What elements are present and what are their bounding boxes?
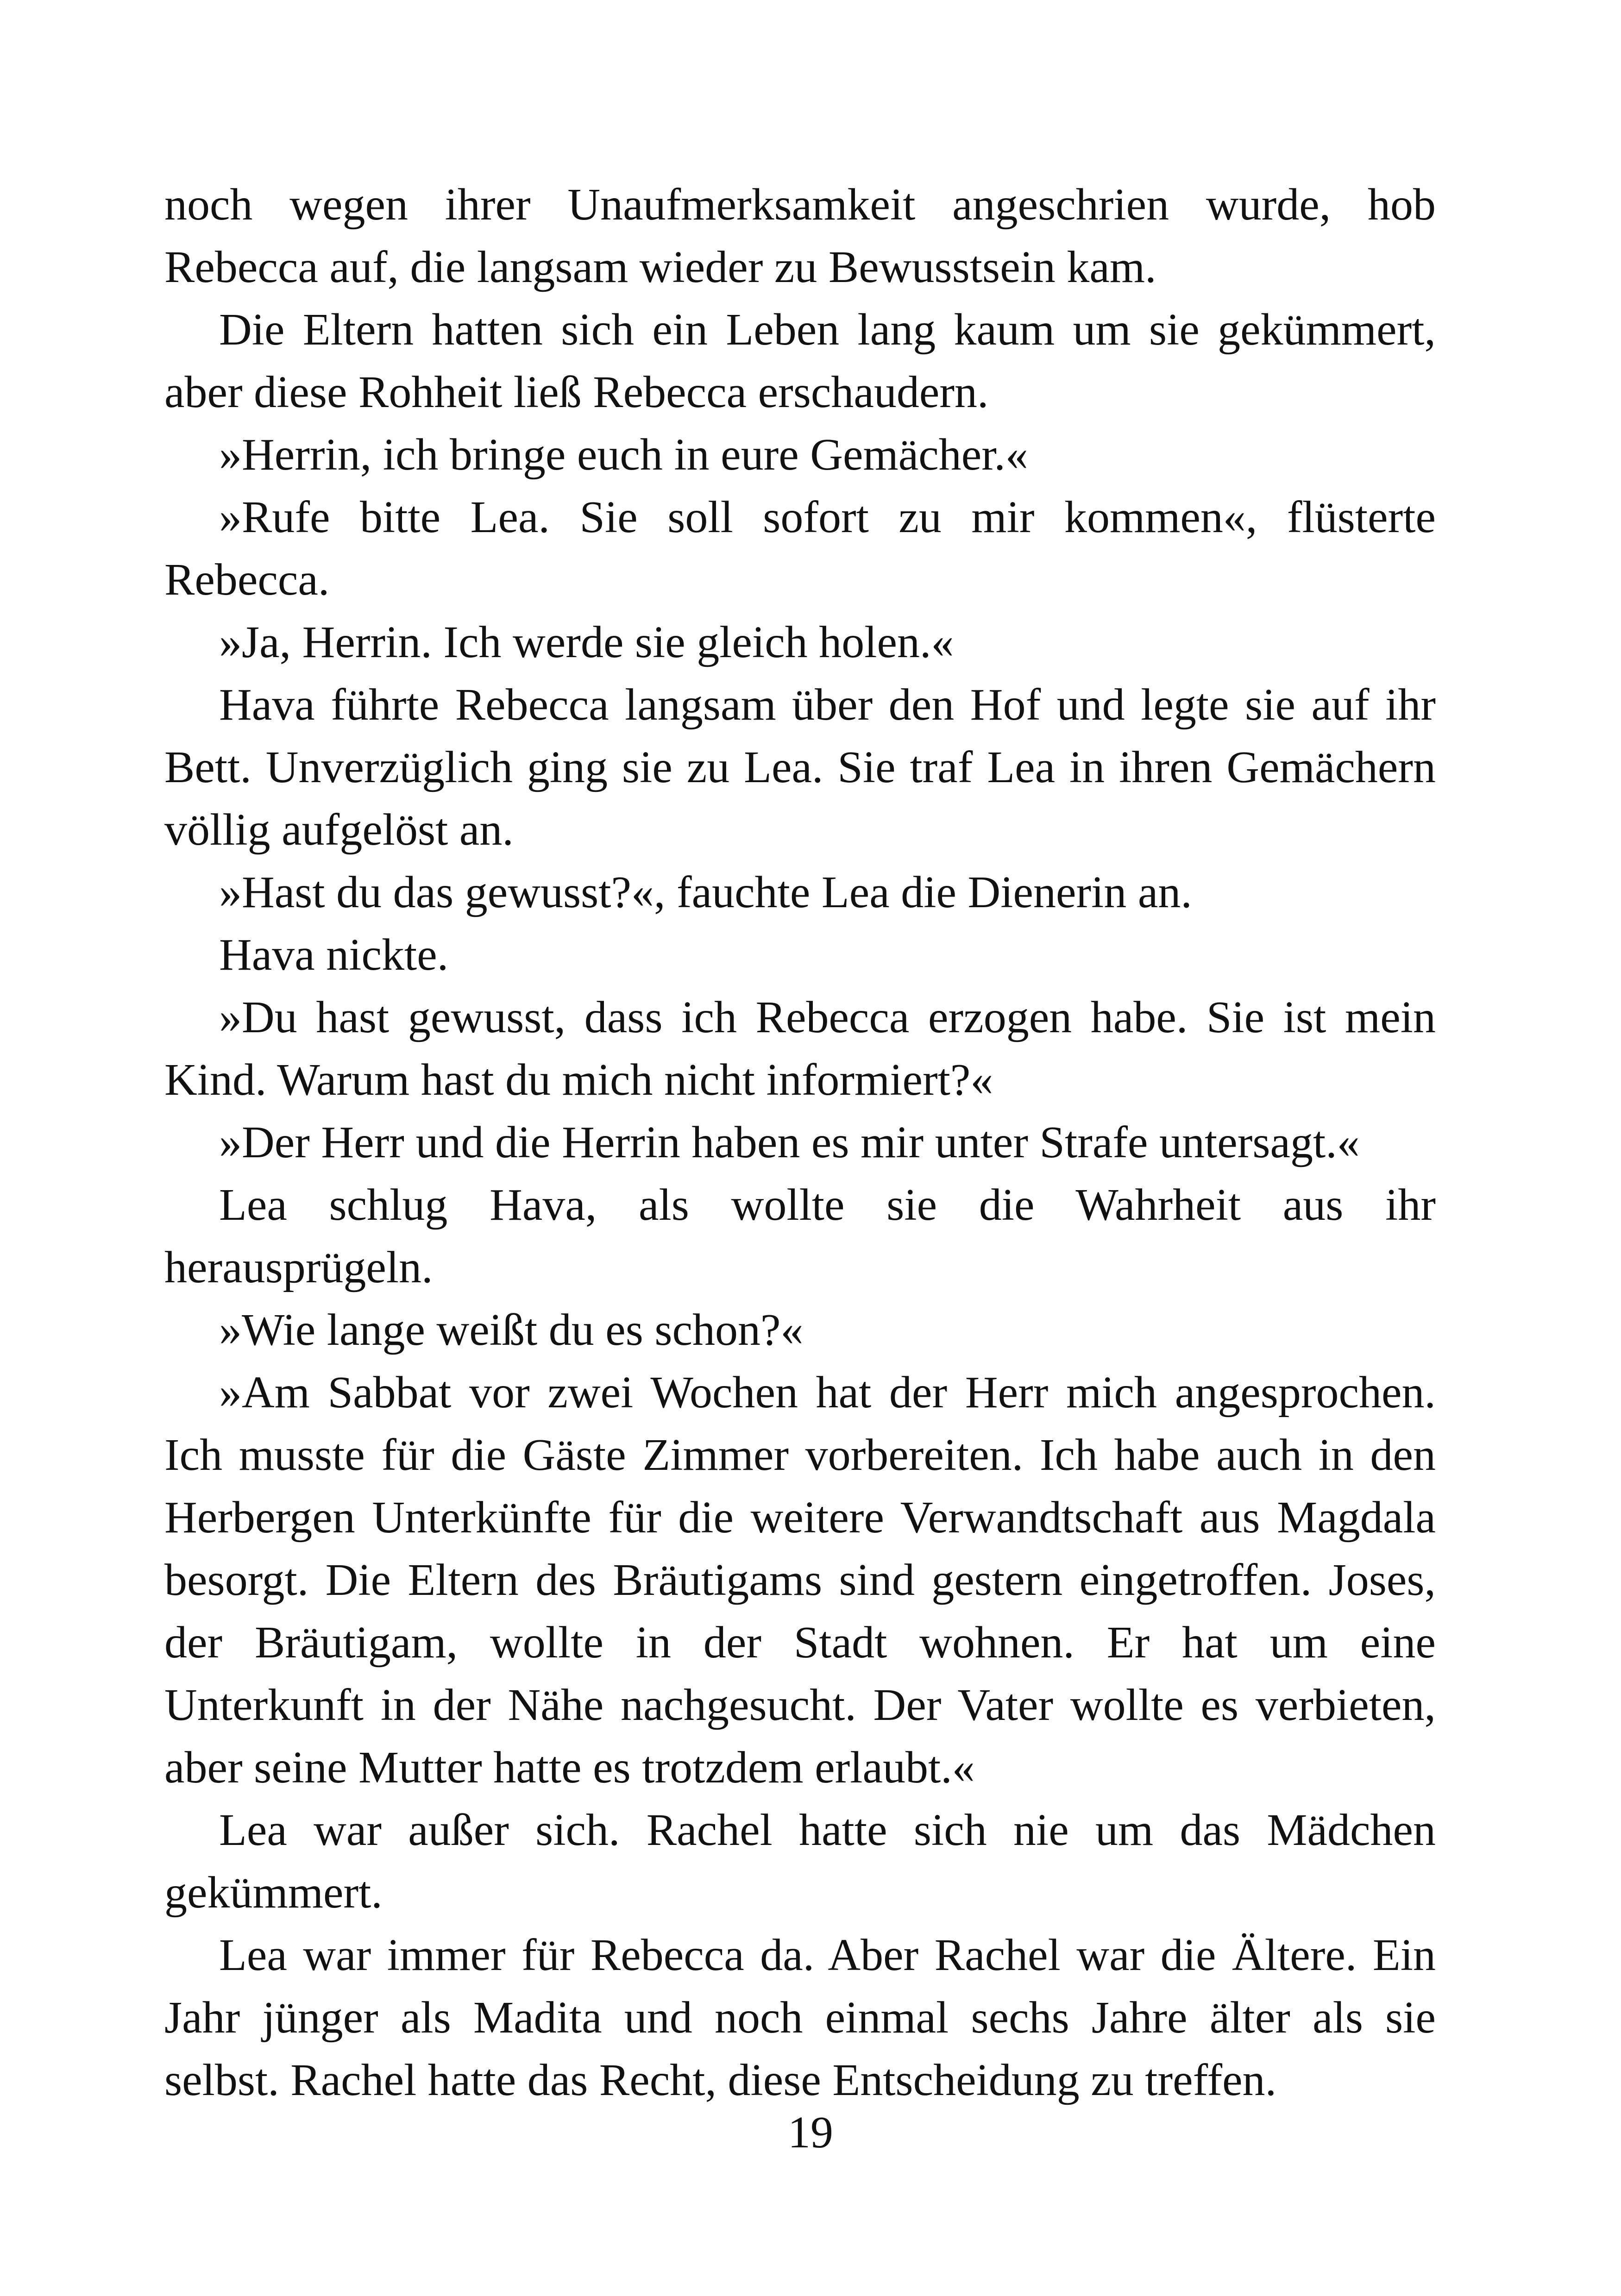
paragraph-8: Hava nickte. xyxy=(219,930,449,980)
body-text xyxy=(164,174,1436,2112)
paragraph-1: noch wegen ihrer Unaufmerksamkeit angeschrien wurde, hob Rebecca auf, die langsam wieder zu Bewusstsein kam. xyxy=(164,180,1436,292)
paragraph-12: »Wie lange weißt du es schon?« xyxy=(219,1305,804,1355)
paragraph-6: Hava führte Rebecca langsam über den Hof und legte sie auf ihr Bett. Unverzüglich ging sie zu Lea. Sie traf Lea in ihren Gemächern völlig aufgelöst an. xyxy=(164,680,1436,855)
paragraph-4: »Rufe bitte Lea. Sie soll sofort zu mir kommen«, flüsterte Rebecca. xyxy=(164,492,1436,605)
page-number: 19 xyxy=(788,2108,833,2158)
paragraph-5: »Ja, Herrin. Ich werde sie gleich holen.« xyxy=(219,617,954,667)
paragraph-10: »Der Herr und die Herrin haben es mir unter Strafe untersagt.« xyxy=(219,1117,1360,1167)
paragraph-14: Lea war außer sich. Rachel hatte sich nie um das Mädchen gekümmert. xyxy=(164,1805,1436,1918)
paragraph-15: Lea war immer für Rebecca da. Aber Rachel war die Ältere. Ein Jahr jünger als Madita und noch einmal sechs Jahre älter als sie selbst. Rachel hatte das Recht, diese Entscheidung zu treffen. xyxy=(164,1930,1436,2105)
paragraph-7: »Hast du das gewusst?«, fauchte Lea die Dienerin an. xyxy=(219,867,1192,917)
paragraph-11: Lea schlug Hava, als wollte sie die Wahrheit aus ihr herausprügeln. xyxy=(164,1180,1436,1292)
paragraph-13: »Am Sabbat vor zwei Wochen hat der Herr mich angesprochen. Ich musste für die Gäste Zimmer vorbereiten. Ich habe auch in den Herbergen Unterkünfte für die weitere Verwandtschaft aus Magdala besorgt. Die Eltern des Bräutigams sind gestern eingetroffen. Joses, der Bräutigam, wollte in der Stadt wohnen. Er hat um eine Unterkunft in der Nähe nachgesucht. Der Vater wollte es verbieten, aber seine Mutter hatte es trotzdem erlaubt.« xyxy=(164,1368,1436,1793)
paragraph-3: »Herrin, ich bringe euch in eure Gemächer.« xyxy=(219,430,1028,480)
paragraph-2: Die Eltern hatten sich ein Leben lang kaum um sie gekümmert, aber diese Rohheit ließ Rebecca erschaudern. xyxy=(164,305,1436,417)
paragraph-9: »Du hast gewusst, dass ich Rebecca erzogen habe. Sie ist mein Kind. Warum hast du mich nicht informiert?« xyxy=(164,992,1436,1105)
